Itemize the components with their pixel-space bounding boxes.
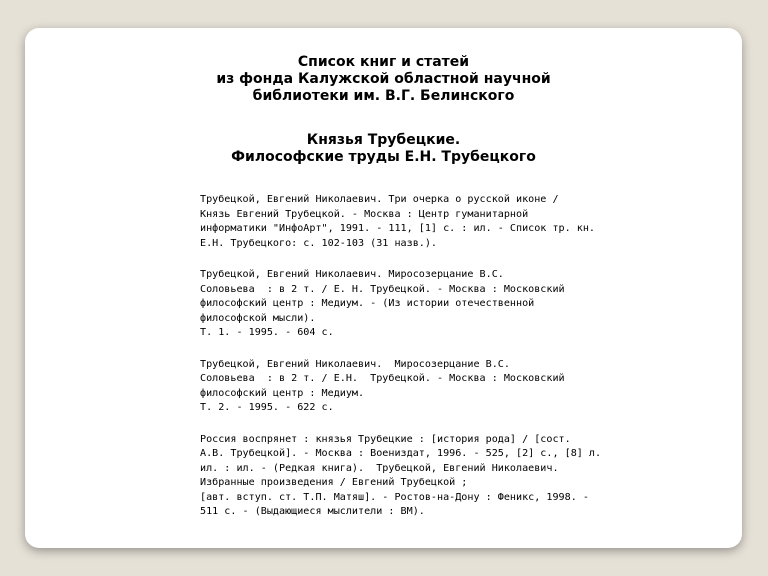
entry-line: Трубецкой, Евгений Николаевич. Миросозерцание В.С. xyxy=(200,269,504,280)
entry-line: Трубецкой, Евгений Николаевич. Три очерка о русской иконе / xyxy=(200,194,559,205)
entry-line: Избранные произведения / Евгений Трубецкой ; xyxy=(200,477,468,488)
slide-page xyxy=(25,28,742,548)
entry-line: Соловьева : в 2 т. / Е.Н. Трубецкой. - Москва : Московский xyxy=(200,373,565,384)
entry-line: Князь Евгений Трубецкой. - Москва : Центр гуманитарной xyxy=(200,208,529,220)
header-title-line: из фонда Калужской областной научной xyxy=(216,71,551,87)
header-title xyxy=(25,54,742,105)
entry-line: Е.Н. Трубецкого: с. 102-103 (31 назв.). xyxy=(200,237,438,249)
bibliography-entry xyxy=(200,193,620,251)
bibliography-list xyxy=(200,193,620,537)
entry-line: Россия воспрянет : князья Трубецкие : [история рода] / [сост. xyxy=(200,433,571,445)
entry-line: Трубецкой, Евгений Николаевич. Миросозерцание В.С. xyxy=(200,358,510,370)
bibliography-entry xyxy=(200,358,620,416)
entry-line: философской мысли). xyxy=(200,312,316,324)
section-title-line: Князья Трубецкие. xyxy=(306,132,461,148)
bibliography-entry xyxy=(200,268,620,341)
entry-line: философский центр : Медиум. - (Из истории отечественной xyxy=(200,298,535,309)
entry-line: 511 с. - (Выдающиеся мыслители : ВМ). xyxy=(200,506,425,517)
entry-line: А.В. Трубецкой]. - Москва : Воениздат, 1996. - 525, [2] с., [8] л. xyxy=(200,448,602,459)
entry-line: Соловьева : в 2 т. / Е. Н. Трубецкой. - Москва : Московский xyxy=(200,283,565,295)
entry-line: [авт. вступ. ст. Т.П. Матяш]. - Ростов-на-Дону : Феникс, 1998. - xyxy=(200,491,589,503)
entry-line: информатики "ИнфоАрт", 1991. - 111, [1] с. : ил. - Список тр. кн. xyxy=(200,223,596,234)
section-title xyxy=(25,132,742,166)
header-title-line: библиотеки им. В.Г. Белинского xyxy=(252,88,515,104)
entry-line: философский центр : Медиум. xyxy=(200,387,365,399)
bibliography-entry xyxy=(200,433,620,520)
entry-line: ил. : ил. - (Редкая книга). Трубецкой, Евгений Николаевич. xyxy=(200,462,559,474)
entry-line: Т. 1. - 1995. - 604 с. xyxy=(200,327,334,338)
header-title-line: Список книг и статей xyxy=(297,54,470,70)
entry-line: Т. 2. - 1995. - 622 с. xyxy=(200,402,334,413)
section-title-line: Философские труды Е.Н. Трубецкого xyxy=(231,149,536,165)
